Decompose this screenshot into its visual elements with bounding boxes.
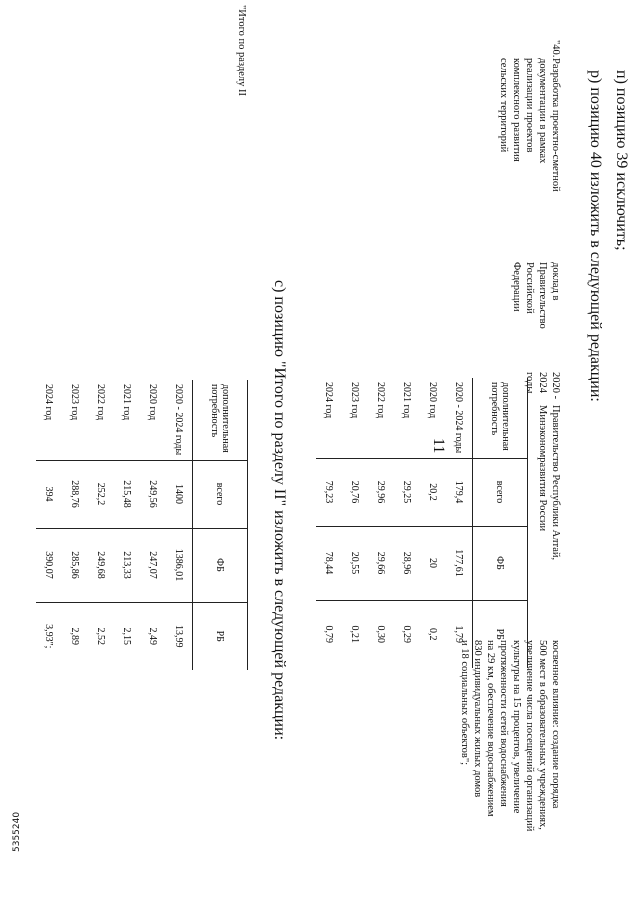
- item-p-text: п) позицию 39 исключить;: [613, 70, 630, 251]
- table-row: 2022 год 29,96 29,66 0,30: [368, 378, 394, 668]
- funding-header-fb: ФБ: [473, 526, 528, 600]
- total-header-need: дополнительная потребность: [193, 380, 248, 460]
- total-header-rb: РБ: [193, 602, 248, 670]
- table-row: 2024 год 79,23 78,44 0,79: [316, 378, 342, 668]
- row40-number: "40.: [550, 40, 561, 58]
- funding-header-total: всего: [473, 458, 528, 526]
- row40-result: доклад в Правительство Российской Федерации: [511, 262, 561, 329]
- table-row: 2023 год 288,76 285,86 2,89: [62, 380, 88, 670]
- table-row: 2024 год 394 390,07 3,93";: [36, 380, 62, 670]
- table-row: 2020 год 20,2 20 0,2: [420, 378, 446, 668]
- table-row: 2020 - 2024 годы 1400 1386,01 13,99: [166, 380, 193, 670]
- page-number: 11: [430, 438, 447, 454]
- row40-effect: косвенное влияние: создание порядка 500 мест в образовательных учреждениях, увеличение числа посещений организаций культуры на 15 процентов, увеличение протяженности сетей водоснабжения на 29 км, обеспечение водоснабжением 830 индивидуальных жилых домов и 18 социальных объектов";: [459, 640, 561, 832]
- row40-executors: Правительство Республики Алтай, Минэкономразвития России: [537, 405, 561, 561]
- funding-header-need: дополнительная потребность: [473, 378, 528, 458]
- table-row: 2020 год 249,56 247,07 2,49: [140, 380, 166, 670]
- row40-funding-table: [316, 378, 528, 668]
- row40-name: Разработка проектно-сметной документации в рамках реализации проектов комплексного развития сельских территорий: [498, 58, 561, 192]
- table-row: 2021 год 29,25 28,96 0,29: [394, 378, 420, 668]
- row40-period: 2020 - 2024 годы: [524, 372, 561, 400]
- item-r-text: р) позицию 40 изложить в следующей редакции:: [587, 70, 604, 402]
- funding-header-rb: РБ: [473, 600, 528, 668]
- document-code: 5355240: [12, 811, 22, 852]
- table-row: 2023 год 20,76 20,55 0,21: [342, 378, 368, 668]
- total-header-fb: ФБ: [193, 528, 248, 602]
- table-row: 2020 - 2024 годы 179,4 177,61 1,79: [446, 378, 473, 668]
- total-funding-table: [36, 380, 248, 670]
- table-row: 2021 год 215,48 213,33 2,15: [114, 380, 140, 670]
- table-row: 2022 год 252,2 249,68 2,52: [88, 380, 114, 670]
- total-label: "Итого по разделу II: [236, 5, 247, 96]
- item-s-text: с) позицию "Итого по разделу II" изложить в следующей редакции:: [271, 280, 288, 741]
- total-header-total: всего: [193, 460, 248, 528]
